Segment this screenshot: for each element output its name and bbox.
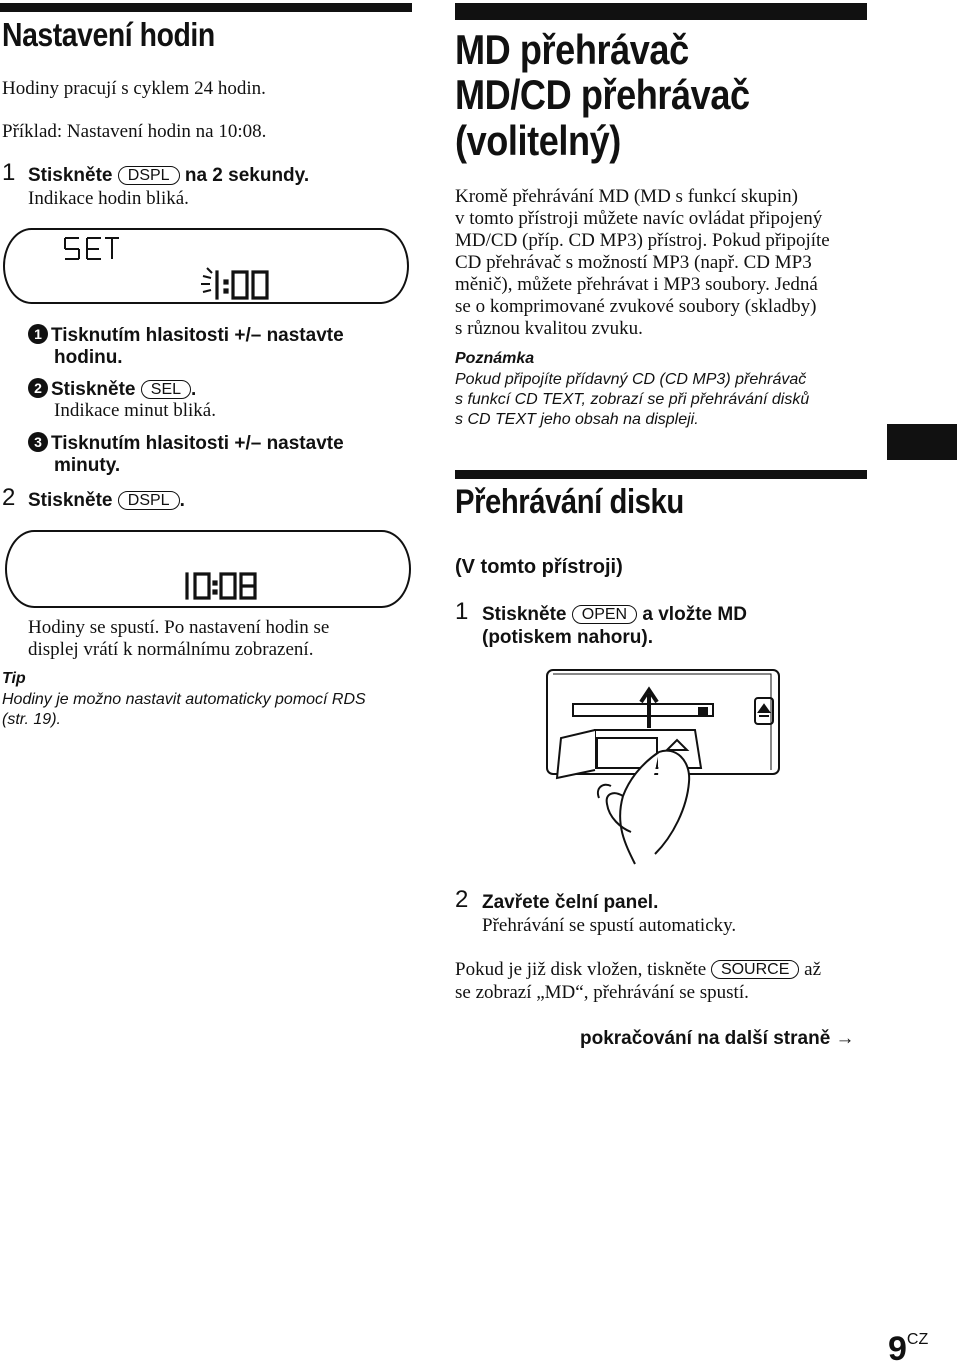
after-text-2: displej vrátí k normálnímu zobrazení. bbox=[28, 639, 314, 660]
note-line: s CD TEXT jeho obsah na displeji. bbox=[455, 411, 699, 428]
page-title-left: Nastavení hodin bbox=[2, 16, 215, 53]
step-1-number: 1 bbox=[2, 159, 16, 186]
page-number-suffix: CZ bbox=[906, 1331, 929, 1348]
continue-label: pokračování na další straně bbox=[580, 1028, 831, 1049]
substep-3-line1: Tisknutím hlasitosti +/– nastavte bbox=[51, 433, 344, 454]
right-step-1-number: 1 bbox=[455, 598, 469, 625]
substep-2 bbox=[28, 378, 196, 401]
display-set-segments bbox=[5, 230, 407, 302]
para-line: se o komprimované zvukové soubory (skladby) bbox=[455, 296, 817, 317]
sel-key: SEL bbox=[141, 380, 191, 399]
page-number-value: 9 bbox=[888, 1330, 907, 1368]
source-text-after: až bbox=[804, 959, 822, 980]
para-line: CD přehrávač s možností MP3 (např. CD MP3 bbox=[455, 252, 812, 273]
substep-1 bbox=[28, 324, 344, 369]
dspl-key-2: DSPL bbox=[118, 491, 180, 510]
note-heading: Poznámka bbox=[455, 350, 535, 367]
substep-2-label: Stiskněte bbox=[51, 379, 136, 400]
right-step-2-sub: Přehrávání se spustí automaticky. bbox=[482, 915, 737, 936]
intro-line-1: Hodiny pracují s cyklem 24 hodin. bbox=[2, 78, 266, 99]
display-set-clock bbox=[3, 228, 409, 304]
section-rule bbox=[455, 470, 867, 479]
substep-2-note: Indikace minut bliká. bbox=[54, 400, 216, 421]
source-text-before: Pokud je již disk vložen, tiskněte bbox=[455, 959, 707, 980]
md-insert-illustration bbox=[445, 668, 785, 868]
substep-1-number: 1 bbox=[28, 324, 48, 344]
right-step-2-number: 2 bbox=[455, 886, 469, 913]
note-body bbox=[455, 370, 809, 430]
step-2-number: 2 bbox=[2, 484, 16, 511]
substep-1-line1: Tisknutím hlasitosti +/– nastavte bbox=[51, 325, 344, 346]
substep-3-line2: minuty. bbox=[54, 455, 121, 476]
left-top-rule bbox=[0, 3, 412, 12]
right-step-1-label: Stiskněte bbox=[482, 604, 567, 625]
para-line: Kromě přehrávání MD (MD s funkcí skupin) bbox=[455, 186, 798, 207]
tip-line-1: Hodiny je možno nastavit automaticky pomocí RDS bbox=[2, 691, 366, 708]
substep-3-number: 3 bbox=[28, 432, 48, 452]
dspl-key: DSPL bbox=[118, 166, 180, 185]
substep-3 bbox=[28, 432, 344, 477]
page-title-right-1: MD přehrávač bbox=[455, 26, 689, 73]
display-time-segments bbox=[7, 532, 409, 606]
subsection-title: (V tomto přístroji) bbox=[455, 556, 623, 578]
tip-heading: Tip bbox=[2, 670, 26, 687]
display-time bbox=[5, 530, 411, 608]
substep-2-number: 2 bbox=[28, 378, 48, 398]
step-2-label: Stiskněte bbox=[28, 490, 113, 511]
step-1-label: Stiskněte bbox=[28, 165, 113, 186]
para-line: MD/CD (příp. CD MP3) přístroj. Pokud připojíte bbox=[455, 230, 830, 251]
arrow-right-icon: → bbox=[835, 1028, 855, 1049]
right-top-rule bbox=[455, 3, 867, 20]
step-1-sub: Indikace hodin bliká. bbox=[28, 188, 189, 209]
substep-1-line2: hodinu. bbox=[54, 347, 123, 368]
note-line: s funkcí CD TEXT, zobrazí se při přehrávání disků bbox=[455, 391, 810, 408]
page-title-right-2: MD/CD přehrávač bbox=[455, 71, 750, 118]
tip-line-2: (str. 19). bbox=[2, 711, 61, 728]
note-line: Pokud připojíte přídavný CD (CD MP3) přehrávač bbox=[455, 371, 807, 388]
right-paragraph bbox=[455, 186, 875, 340]
page-title-right-3: (volitelný) bbox=[455, 117, 621, 164]
source-paragraph-line2: se zobrazí „MD“, přehrávání se spustí. bbox=[455, 982, 749, 1003]
step-1-label-after: na 2 sekundy. bbox=[184, 165, 310, 186]
open-key: OPEN bbox=[572, 605, 637, 624]
continue-next-page bbox=[580, 1028, 855, 1050]
step-1-text bbox=[28, 165, 309, 187]
after-text-1: Hodiny se spustí. Po nastavení hodin se bbox=[28, 617, 330, 638]
step-2-text bbox=[28, 490, 185, 512]
page-number bbox=[888, 1330, 928, 1369]
source-key: SOURCE bbox=[711, 960, 799, 979]
section-title: Přehrávání disku bbox=[455, 483, 684, 521]
right-step-1-text bbox=[482, 604, 747, 626]
step-2-dot: . bbox=[179, 490, 185, 511]
right-step-1-line2: (potiskem nahoru). bbox=[482, 627, 654, 648]
right-step-2-text: Zavřete čelní panel. bbox=[482, 892, 659, 913]
para-line: s různou kvalitou zvuku. bbox=[455, 318, 643, 339]
para-line: v tomto přístroji můžete navíc ovládat připojený bbox=[455, 208, 823, 229]
substep-2-dot: . bbox=[191, 379, 197, 400]
intro-line-2: Příklad: Nastavení hodin na 10:08. bbox=[2, 121, 267, 142]
source-paragraph bbox=[455, 959, 821, 981]
para-line: měnič), můžete přehrávat i MP3 soubory. Jedná bbox=[455, 274, 818, 295]
right-step-1-label-after: a vložte MD bbox=[642, 604, 747, 625]
side-tab bbox=[887, 424, 957, 460]
